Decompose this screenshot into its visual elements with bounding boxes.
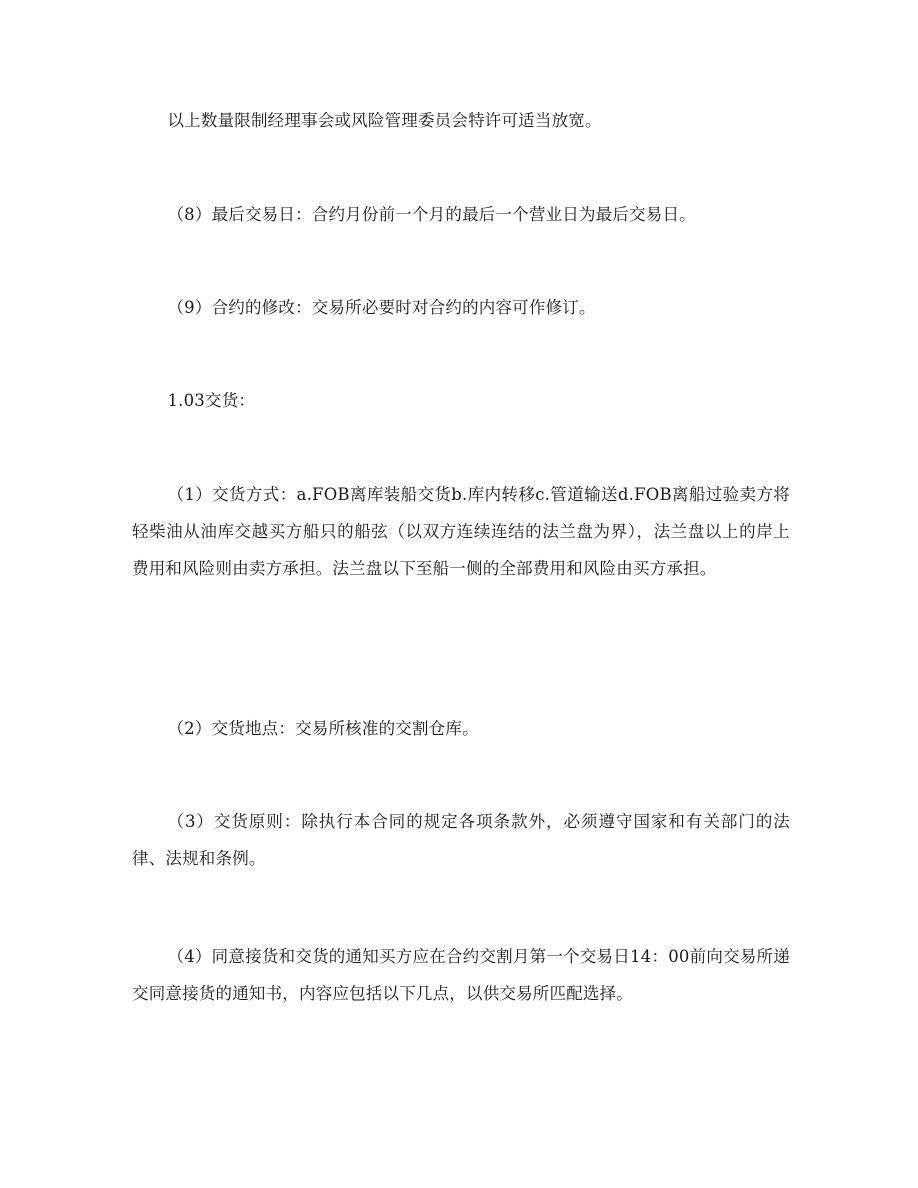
paragraph-last-trading-day: （8）最后交易日：合约月份前一个月的最后一个营业日为最后交易日。: [167, 205, 696, 224]
paragraph-contract-amendment: （9）合约的修改：交易所必要时对合约的内容可作修订。: [167, 298, 596, 317]
paragraph-delivery-method: （1）交货方式：a.FOB离库装船交货b.库内转移c.管道输送d.FOB离船过验卖方将轻柴油从油库交越买方船只的船弦（以双方连续连结的法兰盘为界），法兰盘以上的岸上费用和风险则由卖方承担。法兰盘以下至船一侧的全部费用和风险由买方承担。: [132, 485, 790, 578]
section-heading-delivery: 1.03交货：: [167, 391, 256, 410]
paragraph-quantity-limit: 以上数量限制经理事会或风险管理委员会特许可适当放宽。: [167, 111, 602, 130]
paragraph-delivery-location: （2）交货地点：交易所核准的交割仓库。: [167, 719, 479, 738]
paragraph-delivery-notice: （4）同意接货和交货的通知买方应在合约交割月第一个交易日14：00前向交易所递交同意接货的通知书，内容应包括以下几点，以供交易所匹配选择。: [132, 947, 790, 1003]
paragraph-delivery-principle: （3）交货原则：除执行本合同的规定各项条款外，必须遵守国家和有关部门的法律、法规和条例。: [132, 812, 790, 868]
